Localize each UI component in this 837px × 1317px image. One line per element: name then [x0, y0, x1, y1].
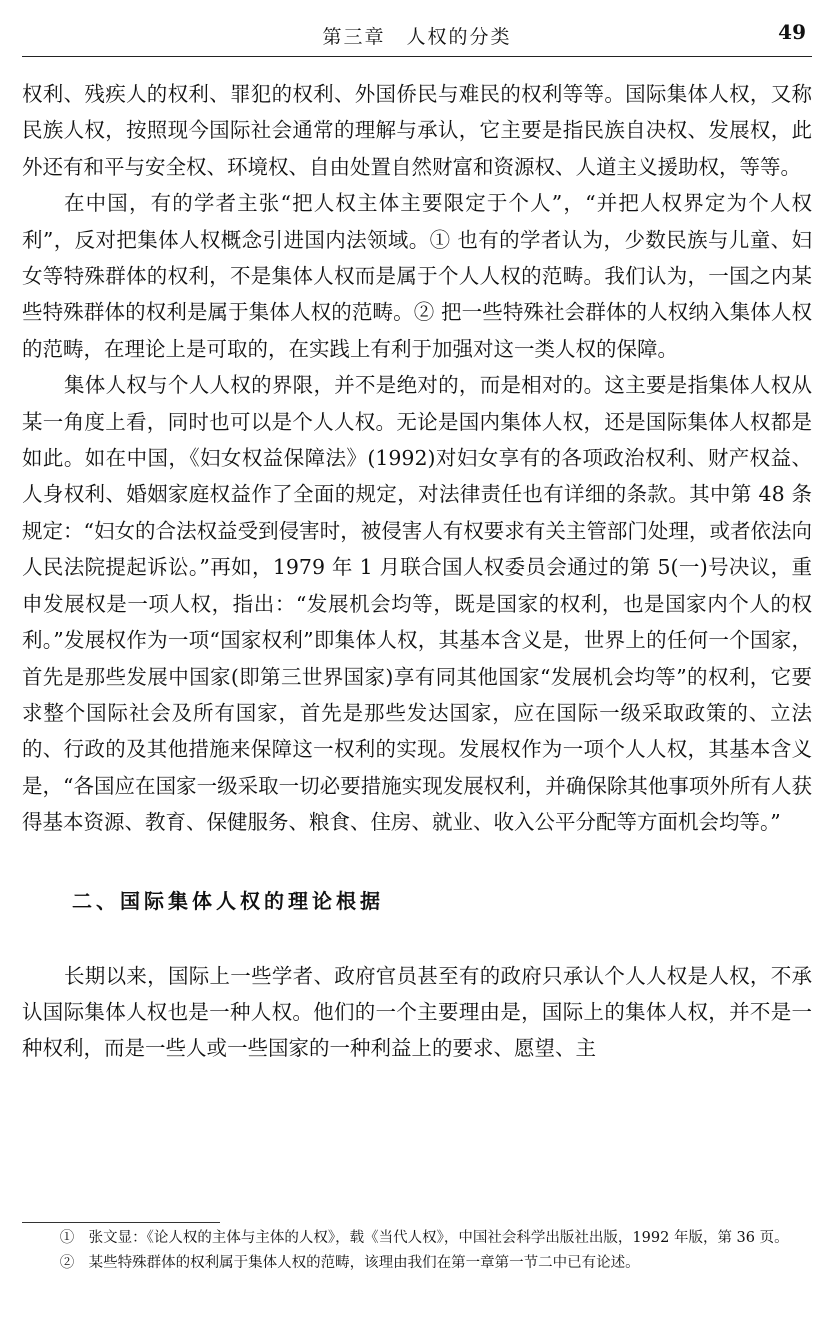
footnote-2: ② 某些特殊群体的权利属于集体人权的范畴，该理由我们在第一章第一节二中已有论述。 — [59, 1255, 640, 1271]
footnote-divider — [22, 1222, 220, 1223]
page-number: 49 — [778, 20, 806, 44]
footnotes — [22, 1226, 812, 1276]
paragraph-1: 权利、残疾人的权利、罪犯的权利、外国侨民与难民的权利等等。国际集体人权，又称民族人权，按照现今国际社会通常的理解与承认，它主要是指民族自决权、发展权，此外还有和平与安全权、环境权、自由处置自然财富和资源权、人道主义援助权，等等。 — [22, 82, 812, 179]
running-title: 第三章 人权的分类 — [322, 26, 512, 48]
paragraph-2: 在中国，有的学者主张“把人权主体主要限定于个人”，“并把人权界定为个人权利”，反对把集体人权概念引进国内法领域。① 也有的学者认为，少数民族与儿童、妇女等特殊群体的权利，不是集体人权而是属于个人人权的范畴。我们认为，一国之内某些特殊群体的权利是属于集体人权的范畴。② 把一些特殊社会群体的人权纳入集体人权的范畴，在理论上是可取的，在实践上有利于加强对这一类人权的保障。 — [22, 191, 812, 361]
running-header — [22, 18, 812, 57]
paragraph-4: 长期以来，国际上一些学者、政府官员甚至有的政府只承认个人人权是人权，不承认国际集体人权也是一种人权。他们的一个主要理由是，国际上的集体人权，并不是一种权利，而是一些人或一些国家的一种利益上的要求、愿望、主 — [22, 963, 812, 1061]
section-heading: 二、国际集体人权的理论根据 — [72, 888, 384, 913]
body-text — [22, 76, 812, 1067]
paragraph-3: 集体人权与个人人权的界限，并不是绝对的，而是相对的。这主要是指集体人权从某一角度上看，同时也可以是个人人权。无论是国内集体人权，还是国际集体人权都是如此。如在中国，《妇女权益保障法》(1992)对妇女享有的各项政治权利、财产权益、人身权利、婚姻家庭权益作了全面的规定，对法律责任也有详细的条款。其中第 48 条规定：“妇女的合法权益受到侵害时，被侵害人有权要求有关主管部门处理，或者依法向人民法院提起诉讼。”再如，1979 年 1 月联合国人权委员会通过的第 5(一)号决议，重申发展权是一项人权，指出：“发展机会均等，既是国家的权利，也是国家内个人的权利。”发展权作为一项“国家权利”即集体人权，其基本含义是，世界上的任何一个国家，首先是那些发展中国家(即第三世界国家)享有同其他国家“发展机会均等”的权利，它要求整个国际社会及所有国家，首先是那些发达国家，应在国际一级采取政策的、立法的、行政的及其他措施来保障这一权利的实现。发展权作为一项个人人权，其基本含义是，“各国应在国家一级采取一切必要措施实现发展权利，并确保除其他事项外所有人获得基本资源、教育、保健服务、粮食、住房、就业、收入公平分配等方面机会均等。” — [22, 373, 812, 835]
footnote-1: ① 张文显：《论人权的主体与主体的人权》，载《当代人权》，中国社会科学出版社出版，1992 年版，第 36 页。 — [59, 1230, 789, 1246]
